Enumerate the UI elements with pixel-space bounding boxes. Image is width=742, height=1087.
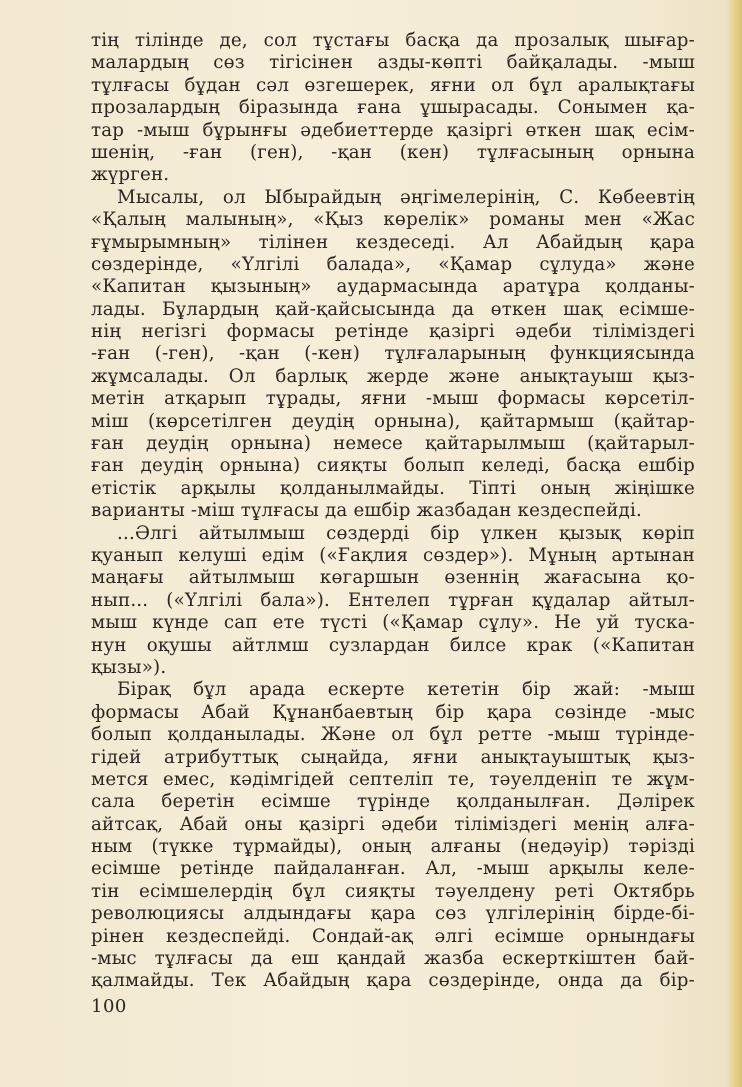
text-line: гідей атрибуттық сыңайда, яғни анықтауыштық қыз- [91,746,695,768]
text-line: қуанып келуші едім («Ғақлия сөздер»). Мұның артынан [91,544,695,566]
text-line: мыш күнде сап ете түсті («Қамар сұлу». Не уй туска- [91,612,695,634]
text-line: формасы Абай Құнанбаевтың бір қара сөзінде -мыс [91,701,695,723]
text-line: тін есімшелердің бұл сияқты тәуелдену реті Октябрь [91,880,695,902]
text-line: лады. Бұлардың қай-қайсысында да өткен шақ есімше- [91,298,695,320]
text-line: «Капитан қызының» аудармасында аратұра қолданы- [91,276,695,298]
text-line: нып... («Үлгілі бала»). Ентелеп тұрған құдалар айтыл- [91,589,695,611]
text-line: «Қалың малының», «Қыз көрелік» романы мен «Жас [91,209,695,231]
paragraph-4 [91,679,695,992]
text-line: маңағы айтылмыш көгаршын өзеннің жағасына қо- [91,567,695,589]
paragraph-2 [91,187,695,523]
text-line: жұмсалады. Ол барлық жерде және анықтауыш қыз- [91,365,695,387]
text-line: ған деудің орнына) немесе қайтарылмыш (қайтарыл- [91,433,695,455]
page-edge [726,0,742,1087]
text-line: Мысалы, ол Ыбырайдың әңгімелерінің, С. Көбеевтің [117,186,695,208]
page-number: 100 [91,996,127,1017]
text-line: міш (көрсетілген деудің орнына), қайтармыш (қайтар- [91,410,695,432]
text-line: рінен кездеспейді. Сондай-ақ әлгі есімше орнындағы [91,925,695,947]
text-line: Бірақ бұл арада ескерте кететін бір жай: -мыш [117,679,695,701]
text-line: ғұмырымның» тілінен кездеседі. Ал Абайдың қара [91,231,695,253]
text-line: -ған (-ген), -қан (-кен) тұлғаларының функциясында [91,343,695,365]
text-line: қызы»). [91,656,167,678]
text-line: тің тілінде де, сол тұстағы басқа да прозалық шығар- [91,30,695,51]
text-line: нің негізгі формасы ретінде қазіргі әдеби тіліміздегі [91,321,695,343]
text-line: ным (түкке тұрмайды), оның алғаны (недәуір) тәрізді [91,836,695,858]
paragraph-1 [91,30,695,187]
text-line: прозалардың біразында ғана ұшырасады. Сонымен қа- [91,97,695,119]
body-text [91,30,695,993]
quote-paragraph [91,523,695,680]
text-line: метін атқарып тұрады, яғни -мыш формасы көрсетіл- [91,388,695,410]
text-line: тұлғасы бұдан сәл өзгешерек, яғни ол бұл аралықтағы [91,74,695,96]
text-line: тар -мыш бұрынғы әдебиеттерде қазіргі өткен шақ есім- [91,119,695,141]
text-line: нун оқушы айтлмш сузлардан билсе крак («Капитан [91,634,695,656]
text-line: сала беретін есімше түрінде қолданылған. Дәлірек [91,791,695,813]
text-line: есімше ретінде пайдаланған. Ал, -мыш арқылы келе- [91,858,695,880]
text-line: ған деудің орнына) сияқты болып келеді, басқа ешбір [91,455,695,477]
text-line: шенің, -ған (ген), -қан (кен) тұлғасының орнына [91,141,695,163]
text-line: жүрген. [91,164,170,186]
text-line: революциясы алдындағы қара сөз үлгілерінің бірде-бі- [91,903,695,925]
text-line: ...Әлгі айтылмыш сөздерді бір үлкен қызық көріп [117,522,695,544]
text-line: малардың сөз тігісінен азды-көпті байқалады. -мыш [91,52,695,74]
text-line: -мыс тұлғасы да еш қандай жазба ескерткіштен бай- [91,948,695,970]
text-line: айтсақ, Абай оны қазіргі әдеби тіліміздегі менің алға- [91,813,695,835]
text-line: қалмайды. Тек Абайдың қара сөздерінде, онда да бір- [91,970,695,992]
text-line: варианты -міш тұлғасы да ешбір жазбадан кездеспейді. [91,500,642,522]
text-line: болып қолданылады. Және ол бұл ретте -мыш түрінде- [91,724,695,746]
text-line: сөздерінде, «Үлгілі балада», «Қамар сұлуда» және [91,253,695,275]
text-line: етістік арқылы қолданылмайды. Тіпті оның жіңішке [91,477,695,499]
text-line: мется емес, кәдімгідей септеліп те, тәуелденіп те жұм- [91,768,695,790]
